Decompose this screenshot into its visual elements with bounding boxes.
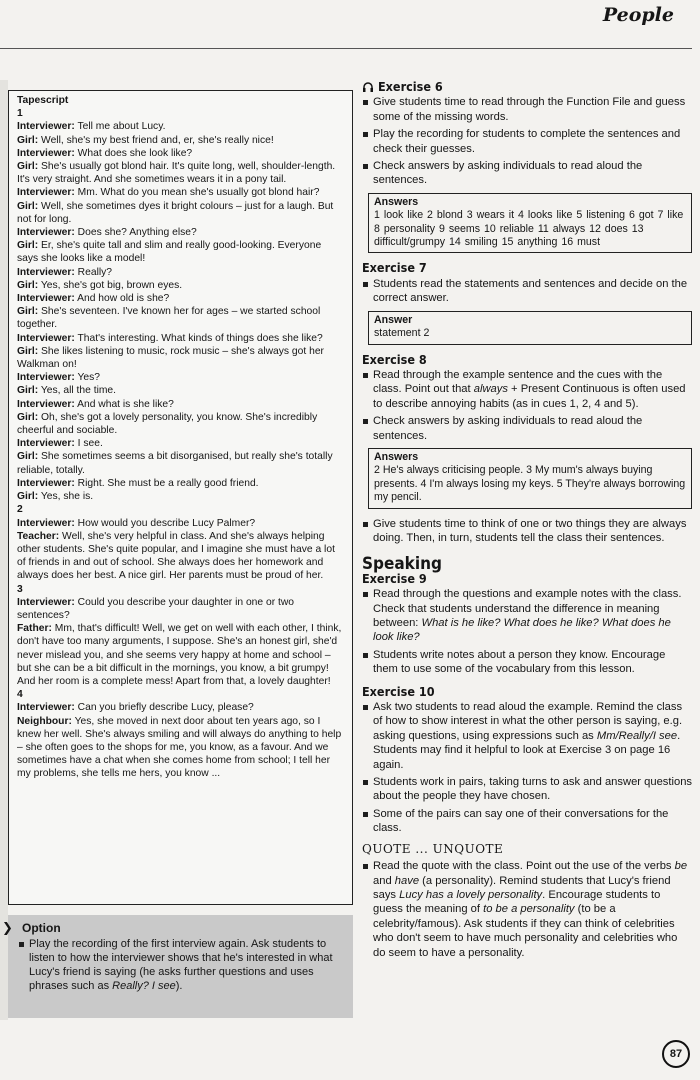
tapescript-line <box>17 477 344 490</box>
speech-text: Does she? Anything else? <box>74 227 197 239</box>
speaker-label: Teacher: <box>17 530 60 542</box>
speech-text: She's usually got blond hair. It's quite long, well, shoulder-length. It's very straight. And she sometimes wears it in a pony tail. <box>17 161 336 186</box>
tapescript-line <box>17 239 344 265</box>
speech-text: And what is she like? <box>74 398 174 410</box>
tapescript-line <box>17 450 344 476</box>
speech-text: What does she look like? <box>74 147 193 159</box>
speaker-label: Interviewer: <box>17 517 75 529</box>
option-arrow-icon: ❯ <box>2 920 13 935</box>
exercise-7-bullets <box>362 277 692 306</box>
speaker-label: Interviewer: <box>17 398 75 410</box>
speaker-label: Interviewer: <box>17 147 75 159</box>
list-item: Read the quote with the class. Point out the use of the verbs be and have (a personality). Remind students that Lucy's friend says Lucy has a lovely personality. Encourage students to guess the meaning of to be a personality (to be a celebrity/famous). Ask students if they can think of celebrities who don't seem to have much personality and celebrities who do seem to have a personality. <box>362 859 692 960</box>
exercise-8-title: Exercise 8 <box>362 351 427 367</box>
speech-text: She sometimes seems a bit disorganised, but really she's totally reliable, totally. <box>17 451 333 476</box>
tapescript-line <box>17 226 344 239</box>
tapescript-line <box>17 596 344 622</box>
tapescript-line <box>17 715 344 781</box>
header-rule <box>0 48 692 49</box>
tapescript-section-number: 3 <box>17 583 23 595</box>
tapescript-lines <box>17 107 344 780</box>
tapescript-line <box>17 279 344 292</box>
speech-text: She likes listening to music, rock music – she's always got her Walkman on! <box>17 345 324 371</box>
list-item: Check answers by asking individuals to read aloud the sentences. <box>362 414 692 443</box>
exercise-7-title: Exercise 7 <box>362 260 427 276</box>
speaker-label: Father: <box>17 623 52 635</box>
answers-title: Answers <box>374 195 419 208</box>
answer-text: statement 2 <box>374 327 430 340</box>
tapescript-line <box>17 147 344 160</box>
tapescript-line <box>17 517 344 530</box>
tapescript-line <box>17 437 344 450</box>
page-number-badge: 87 <box>662 1040 690 1068</box>
tapescript-title: Tapescript <box>17 95 69 106</box>
tapescript-line <box>17 200 344 226</box>
speaker-label: Girl: <box>17 279 39 291</box>
speaker-label: Interviewer: <box>17 702 75 714</box>
tapescript-section-number: 1 <box>17 108 23 120</box>
exercise-9-title: Exercise 9 <box>362 570 427 586</box>
speaker-label: Girl: <box>17 200 39 212</box>
speech-text: Could you describe your daughter in one or two sentences? <box>17 596 295 621</box>
list-item: Some of the pairs can say one of their conversations for the class. <box>362 807 692 836</box>
tapescript-line <box>17 490 344 503</box>
speaking-heading: Speaking <box>362 554 442 575</box>
quote-bullets <box>362 859 692 960</box>
tapescript-line <box>17 622 344 688</box>
quote-unquote-title: QUOTE ... UNQUOTE <box>362 841 504 856</box>
speaker-label: Interviewer: <box>17 438 75 450</box>
speaker-label: Girl: <box>17 240 39 252</box>
tapescript-line <box>17 371 344 384</box>
exercise-10-bullets <box>362 700 692 836</box>
exercise-8-answers-box <box>368 448 692 509</box>
speaker-label: Girl: <box>17 385 39 397</box>
speech-text: Well, she's very helpful in class. And she's always helping other students. She's quite popular, and I imagine she must have a lot of friends in and out of school. She always does her homework and always does her best. A nice girl. Her parents must be proud of her. <box>17 530 335 582</box>
list-item: Ask two students to read aloud the example. Remind the class of how to show interest in what the other person is saying, e.g. asking questions, using expressions such as Mm/Really/I see. Students may find it helpful to look at Exercise 3 on page 16 again. <box>362 700 692 772</box>
speech-text: Tell me about Lucy. <box>74 121 166 133</box>
answers-title: Answers <box>374 450 419 463</box>
speaker-label: Girl: <box>17 345 39 357</box>
speech-text: Yes, all the time. <box>38 385 117 397</box>
speaker-label: Girl: <box>17 161 39 173</box>
speaker-label: Girl: <box>17 306 39 318</box>
exercise-8-bullets-more <box>362 517 692 546</box>
option-box <box>2 915 353 1018</box>
speech-text: Yes? <box>74 372 101 384</box>
tapescript-section-number: 4 <box>17 689 23 701</box>
speech-text: Yes, she moved in next door about ten years ago, so I knew her well. She's always smiling and will always do anything to help – she often goes to the shops for me, you know, as a favour. And we sometimes have a chat when she comes home from school; I tell her my problems, she tells me hers, you know ... <box>17 715 342 780</box>
speech-text: Mm. What do you mean she's usually got blond hair? <box>74 187 320 199</box>
speech-text: Right. She must be a really good friend. <box>74 477 259 489</box>
speaker-label: Neighbour: <box>17 715 72 727</box>
bleed-through-margin <box>0 80 8 1020</box>
list-item: Students write notes about a person they know. Encourage them to use some of the vocabulary from this lesson. <box>362 648 692 677</box>
speech-text: Well, she's my best friend and, er, she's really nice! <box>38 134 274 146</box>
exercise-6-title: Exercise 6 <box>362 80 692 94</box>
list-item: Give students time to think of one or two things they are always doing. Then, in turn, students tell the class their sentences. <box>362 517 692 546</box>
speaker-label: Girl: <box>17 451 39 463</box>
tapescript-line <box>17 120 344 133</box>
speech-text: How would you describe Lucy Palmer? <box>74 517 256 529</box>
list-item: Read through the questions and example notes with the class. Check that students understand the difference in meaning between: What is he like? What does he like? What does he look like? <box>362 587 692 645</box>
speech-text: Mm, that's difficult! Well, we get on well with each other, I think, don't have too many arguments, I suppose. She's an honest girl, she'd never mislead you, and she seems very happy at home and school – but she can be a bit difficult in the mornings, you know, a bit grumpy! And her room is a complete mess! Apart from that, a lovely daughter! <box>17 623 342 687</box>
speaker-label: Girl: <box>17 134 39 146</box>
tapescript-line <box>17 186 344 199</box>
option-title: Option <box>22 921 61 935</box>
tapescript-line <box>17 384 344 397</box>
tapescript-line <box>17 530 344 583</box>
tapescript-line <box>17 701 344 714</box>
speaker-label: Interviewer: <box>17 187 75 199</box>
tapescript-line <box>17 411 344 437</box>
speaker-label: Interviewer: <box>17 121 75 133</box>
list-item: Students read the statements and sentences and decide on the correct answer. <box>362 277 692 306</box>
speaker-label: Interviewer: <box>17 596 75 608</box>
exercise-6-bullets <box>362 95 692 187</box>
speech-text: She's seventeen. I've known her for ages – we started school together. <box>17 306 321 331</box>
tapescript-box <box>8 90 353 905</box>
exercise-10-title: Exercise 10 <box>362 683 435 699</box>
speech-text: Really? <box>74 266 113 278</box>
speaker-label: Girl: <box>17 491 39 503</box>
speech-text: I see. <box>74 438 103 450</box>
answers-text: 1 look like 2 blond 3 wears it 4 looks like 5 listening 6 got 7 like 8 personality 9 seems 10 reliable 11 always 12 does 13 difficult/grumpy 14 smiling 15 anything 16 must <box>374 209 684 249</box>
speaker-label: Interviewer: <box>17 477 75 489</box>
headphones-icon <box>362 81 374 93</box>
speaker-label: Girl: <box>17 411 39 423</box>
exercise-7-answer-box <box>368 311 692 345</box>
list-item: Students work in pairs, taking turns to ask and answer questions about the people they have chosen. <box>362 775 692 804</box>
tapescript-section-number: 2 <box>17 504 23 516</box>
speaker-label: Interviewer: <box>17 372 75 384</box>
tapescript-line <box>17 398 344 411</box>
list-item: Give students time to read through the Function File and guess some of the missing words. <box>362 95 692 124</box>
exercise-9-bullets <box>362 587 692 676</box>
list-item: Read through the example sentence and the cues with the class. Point out that always + Present Continuous is often used to describe annoying habits (as in cues 1, 2, 4 and 5). <box>362 368 692 411</box>
speaker-label: Interviewer: <box>17 332 75 344</box>
tapescript-line <box>17 305 344 331</box>
exercise-8-bullets <box>362 368 692 443</box>
speaker-label: Interviewer: <box>17 227 75 239</box>
speech-text: Oh, she's got a lovely personality, you know. She's incredibly cheerful and sociable. <box>17 411 318 437</box>
speaker-label: Interviewer: <box>17 266 75 278</box>
tapescript-line <box>17 134 344 147</box>
tapescript-line <box>17 292 344 305</box>
list-item: Play the recording for students to complete the sentences and check their guesses. <box>362 127 692 156</box>
tapescript-line <box>17 345 344 371</box>
tapescript-line <box>17 160 344 186</box>
speech-text: Well, she sometimes dyes it bright colours – just for a laugh. But not for long. <box>17 200 334 225</box>
speech-text: Yes, she's got big, brown eyes. <box>38 279 183 291</box>
tapescript-line <box>17 332 344 345</box>
list-item: Check answers by asking individuals to read aloud the sentences. <box>362 159 692 188</box>
section-header-title: People <box>602 4 674 26</box>
speech-text: Er, she's quite tall and slim and really good-looking. Everyone says she looks like a model! <box>17 240 322 265</box>
right-column <box>362 80 692 963</box>
speech-text: That's interesting. What kinds of things does she like? <box>74 332 323 344</box>
speech-text: Can you briefly describe Lucy, please? <box>74 702 254 714</box>
option-bullet: Play the recording of the first interview again. Ask students to listen to how the interviewer shows that he's interested in what Lucy's friend is saying (he asks further questions and uses phrases such as Really? I see). <box>18 937 343 993</box>
speaker-label: Interviewer: <box>17 293 75 305</box>
answers-text: 2 He's always criticising people. 3 My mum's always buying presents. 4 I'm always losing my keys. 5 They're always borrowing my pencil. <box>374 464 686 504</box>
answer-title: Answer <box>374 313 413 326</box>
tapescript-line <box>17 266 344 279</box>
speech-text: And how old is she? <box>74 293 170 305</box>
exercise-6-answers-box <box>368 193 692 254</box>
speech-text: Yes, she is. <box>38 491 94 503</box>
